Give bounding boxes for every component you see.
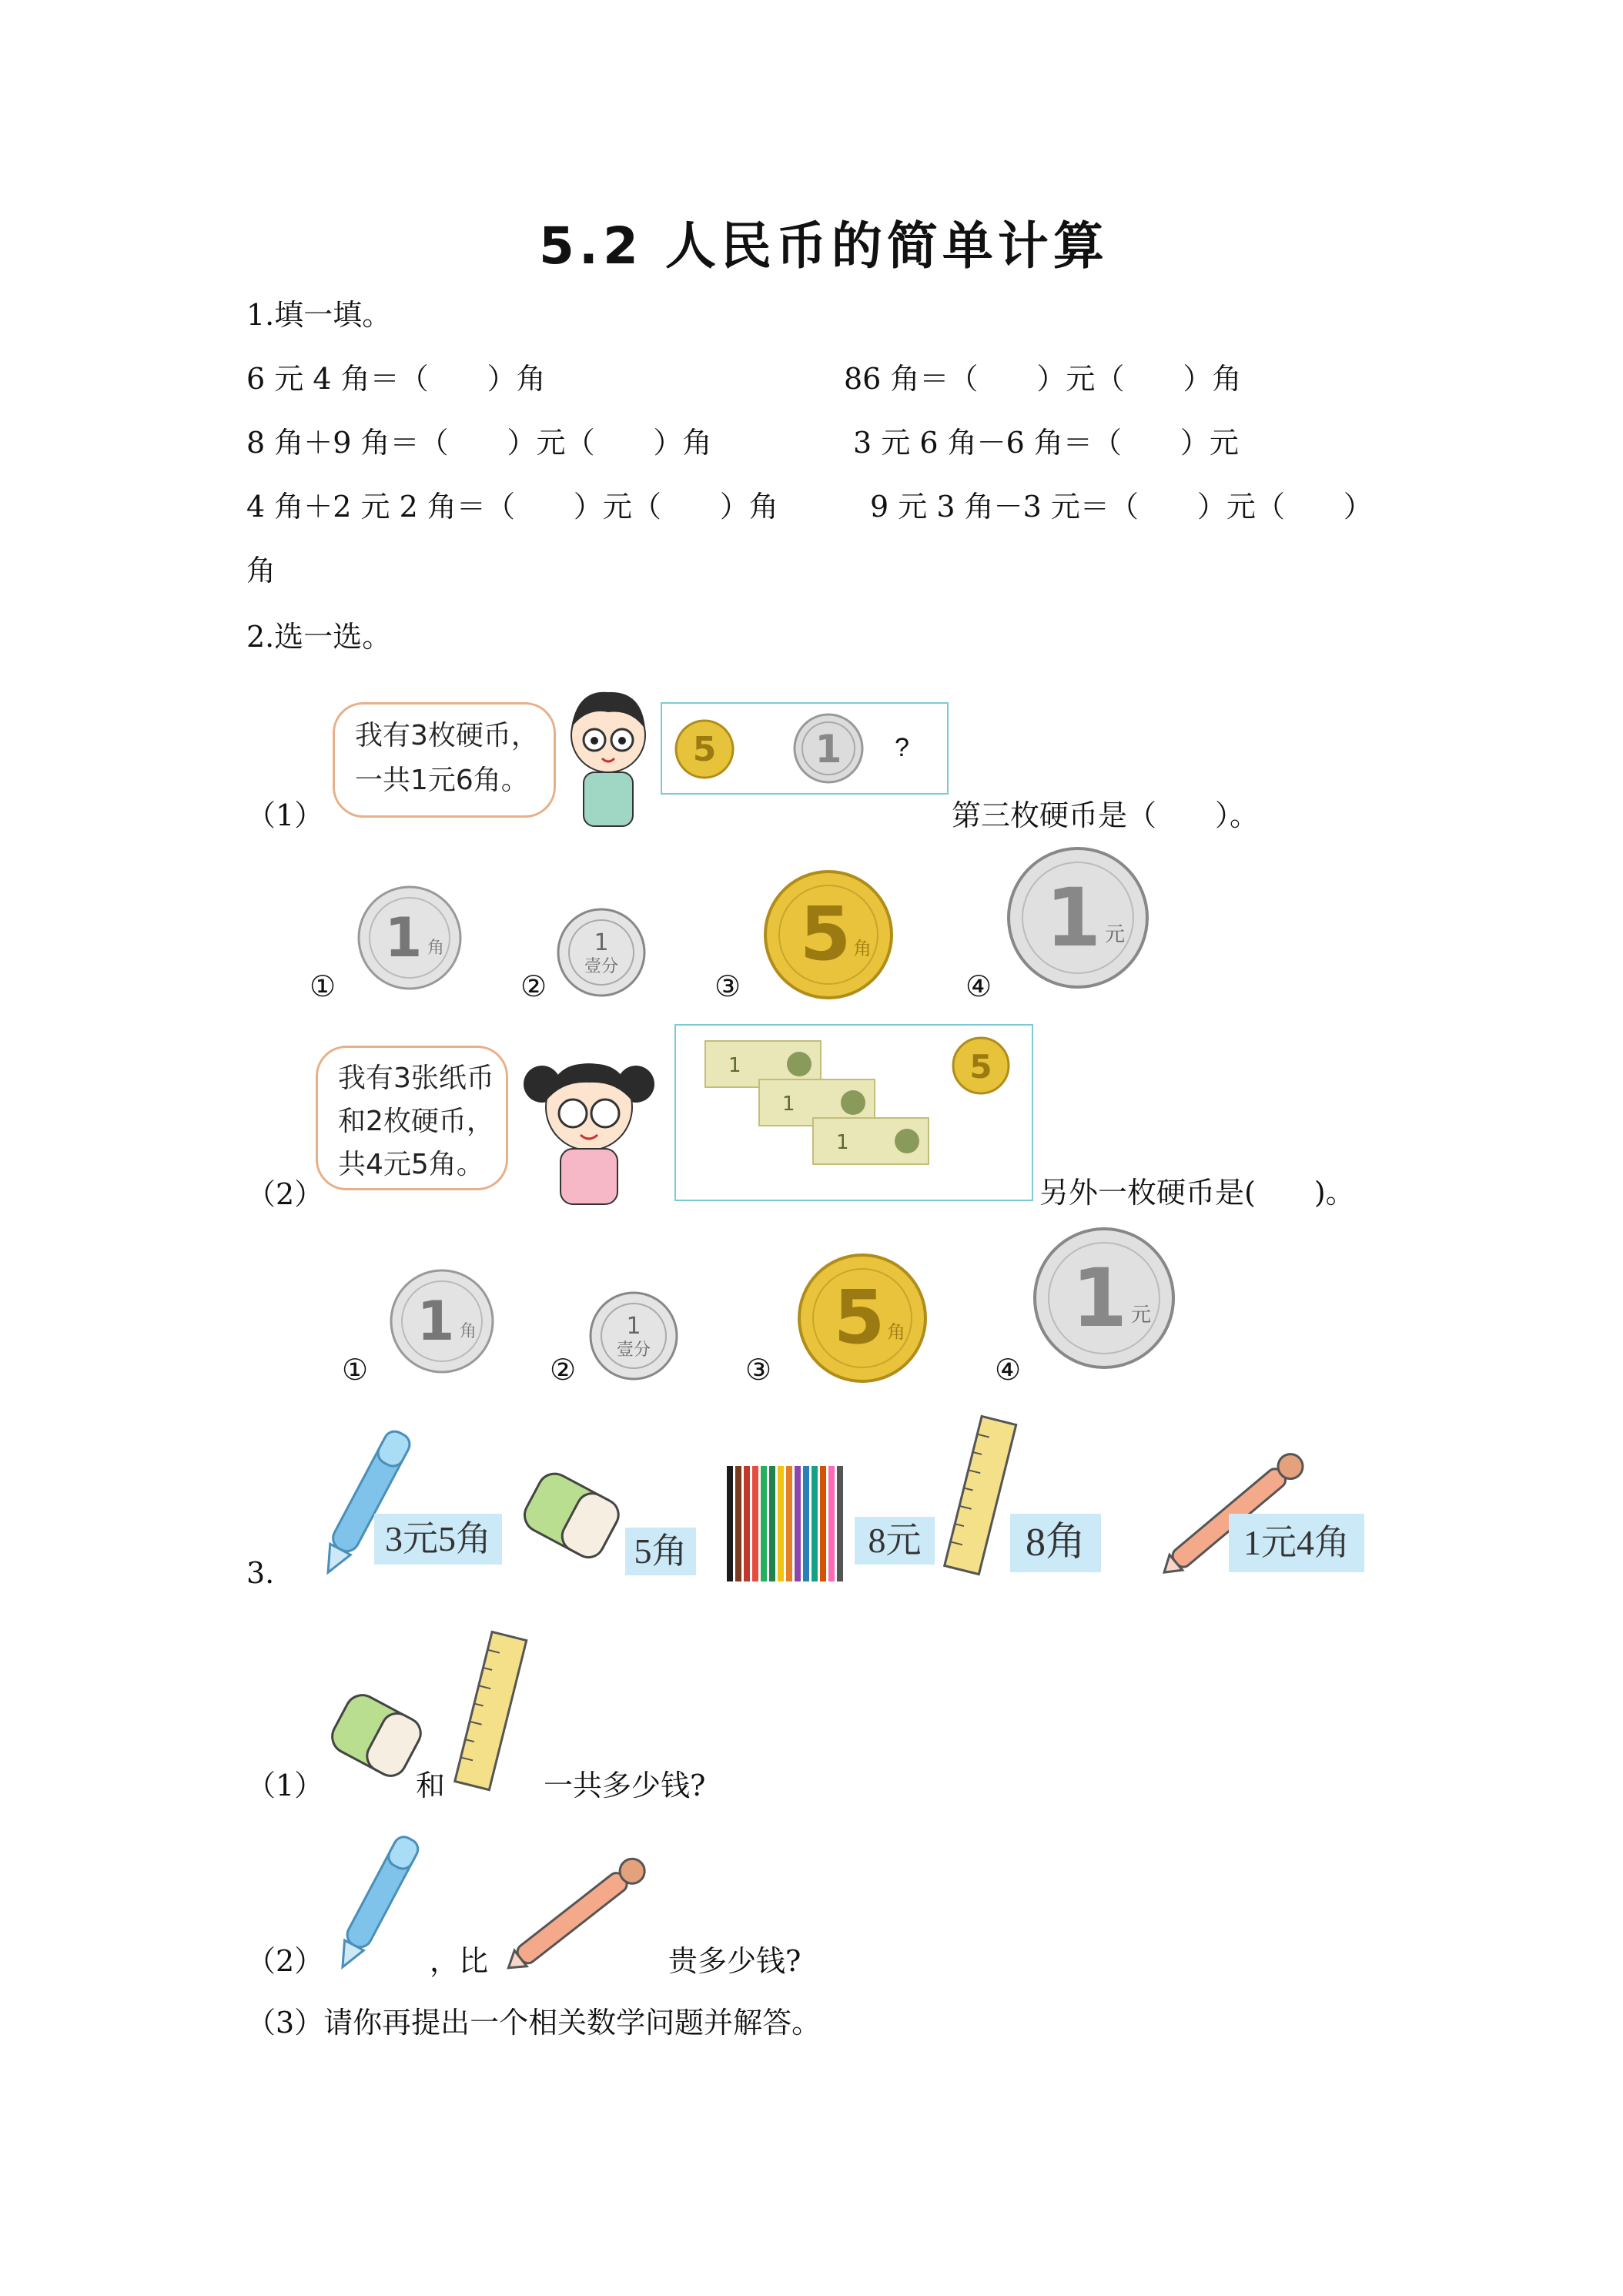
q3-part1-number: （1） [246,1769,324,1802]
colored-pencils-icon [724,1460,847,1585]
svg-text:角: 角 [459,1322,477,1341]
q1-item-3b: 9 元 3 角－3 元＝（ ）元（ ） [870,490,1373,524]
svg-text:元: 元 [1104,923,1126,946]
option-4-label: ④ [965,969,992,1003]
coin-5-jiao-icon [674,719,735,779]
pencil-stick [812,1466,818,1581]
q2-heading: 2.选一选。 [246,620,392,654]
option-coin-1-yuan-icon [1006,845,1150,990]
unknown-coin-mark: ? [895,733,909,762]
q2-part2-question: 另外一枚硬币是( )。 [1039,1176,1355,1210]
option2-coin-1-fen-icon [588,1290,679,1381]
pencil-stick [744,1466,750,1581]
boy-illustration [562,681,654,828]
svg-text:5: 5 [799,891,852,977]
q3-pen-icon [323,1825,431,1979]
pencil-stick [752,1466,758,1581]
eraser-price-tag: 5角 [625,1528,696,1575]
svg-text:1: 1 [782,1093,795,1116]
pencil-stick [761,1466,767,1581]
svg-text:5: 5 [692,730,717,769]
option2-coin-1-jiao-icon [388,1267,496,1375]
option2-2-label: ② [550,1353,577,1387]
option-coin-1-fen-icon [556,907,647,998]
svg-text:1: 1 [836,1131,849,1154]
box-coin-5-jiao-icon [952,1036,1010,1095]
svg-text:5: 5 [969,1048,992,1086]
q1-item-2a: 8 角＋9 角＝（ ）元（ ）角 [246,426,712,460]
q3-part1-question: 一共多少钱? [544,1769,706,1802]
ruler-price-tag: 8角 [1010,1514,1101,1572]
pencil-stick [803,1466,809,1581]
q3-part2-number: （2） [246,1944,324,1978]
option-coin-1-jiao-icon [356,884,463,992]
option-2-label: ② [520,969,547,1003]
pencil-stick [820,1466,826,1581]
q3-part3-prompt: （3）请你再提出一个相关数学问题并解答。 [246,2006,822,2040]
pencil-stick [837,1466,843,1581]
option2-1-label: ① [342,1353,369,1387]
q2-part1-question: 第三枚硬币是（ ）。 [952,798,1260,832]
pencil-stick [795,1466,801,1581]
option-coin-5-jiao-icon [762,869,895,1001]
svg-text:角: 角 [427,939,445,958]
svg-text:1: 1 [1045,871,1102,965]
q3-part1-and: 和 [416,1769,446,1802]
q3-number: 3. [246,1556,275,1590]
q3-mechanical-pencil-icon [490,1848,667,1979]
pencils-price-tag: 8元 [855,1517,935,1565]
option2-coin-1-yuan-icon [1032,1226,1176,1371]
q1-item-3-tail: 角 [246,554,276,587]
option2-coin-5-jiao-icon [796,1252,929,1384]
pencil-stick [828,1466,835,1581]
girl-speech-bubble: 我有3张纸币 和2枚硬币， 共4元5角。 [316,1046,508,1190]
paper-1-yuan-notes [705,1041,952,1172]
svg-text:5: 5 [833,1274,885,1361]
q3-ruler-icon [448,1629,533,1794]
girl-illustration [524,1047,654,1205]
boy-speech-bubble: 我有3枚硬币， 一共1元6角。 [333,702,556,818]
svg-text:1: 1 [1071,1251,1128,1345]
svg-text:元: 元 [1130,1304,1152,1327]
q3-part2-question: 贵多少钱? [668,1944,801,1978]
option-1-label: ① [310,969,336,1003]
q1-item-1b: 86 角＝（ ）元（ ）角 [844,362,1242,396]
pencil-stick [769,1466,775,1581]
q1-item-2b: 3 元 6 角－6 角＝（ ）元 [853,426,1239,460]
option2-4-label: ④ [995,1353,1022,1387]
svg-text:1: 1 [815,727,842,771]
svg-text:壹分: 壹分 [584,957,619,976]
mechanical-pencil-price-tag: 1元4角 [1229,1514,1364,1572]
svg-text:1: 1 [626,1313,641,1340]
svg-text:角: 角 [853,938,872,959]
svg-text:1: 1 [384,906,423,969]
q3-eraser-icon [326,1678,427,1794]
option-3-label: ③ [714,969,741,1003]
pencil-stick [786,1466,792,1581]
svg-text:1: 1 [594,929,609,956]
svg-text:角: 角 [887,1321,905,1343]
q3-part2-comma-than: ，比 [430,1944,489,1978]
q1-item-1a: 6 元 4 角＝（ ）角 [246,362,546,396]
pen-price-tag: 3元5角 [374,1514,502,1565]
svg-text:壹分: 壹分 [616,1340,651,1360]
svg-text:1: 1 [417,1290,455,1353]
svg-text:1: 1 [728,1054,741,1077]
eraser-icon [517,1461,625,1569]
pencil-stick [778,1466,784,1581]
pencil-stick [735,1466,741,1581]
option2-3-label: ③ [745,1353,772,1387]
coin-1-yuan-icon [793,713,864,784]
q1-heading: 1.填一填。 [246,298,392,332]
pencil-stick [727,1466,733,1581]
q1-item-3a: 4 角＋2 元 2 角＝（ ）元（ ）角 [246,490,778,524]
page-title: 5.2 人民币的简单计算 [539,216,1109,276]
q2-part1-number: （1） [246,798,324,832]
q2-part2-number: （2） [246,1177,324,1211]
